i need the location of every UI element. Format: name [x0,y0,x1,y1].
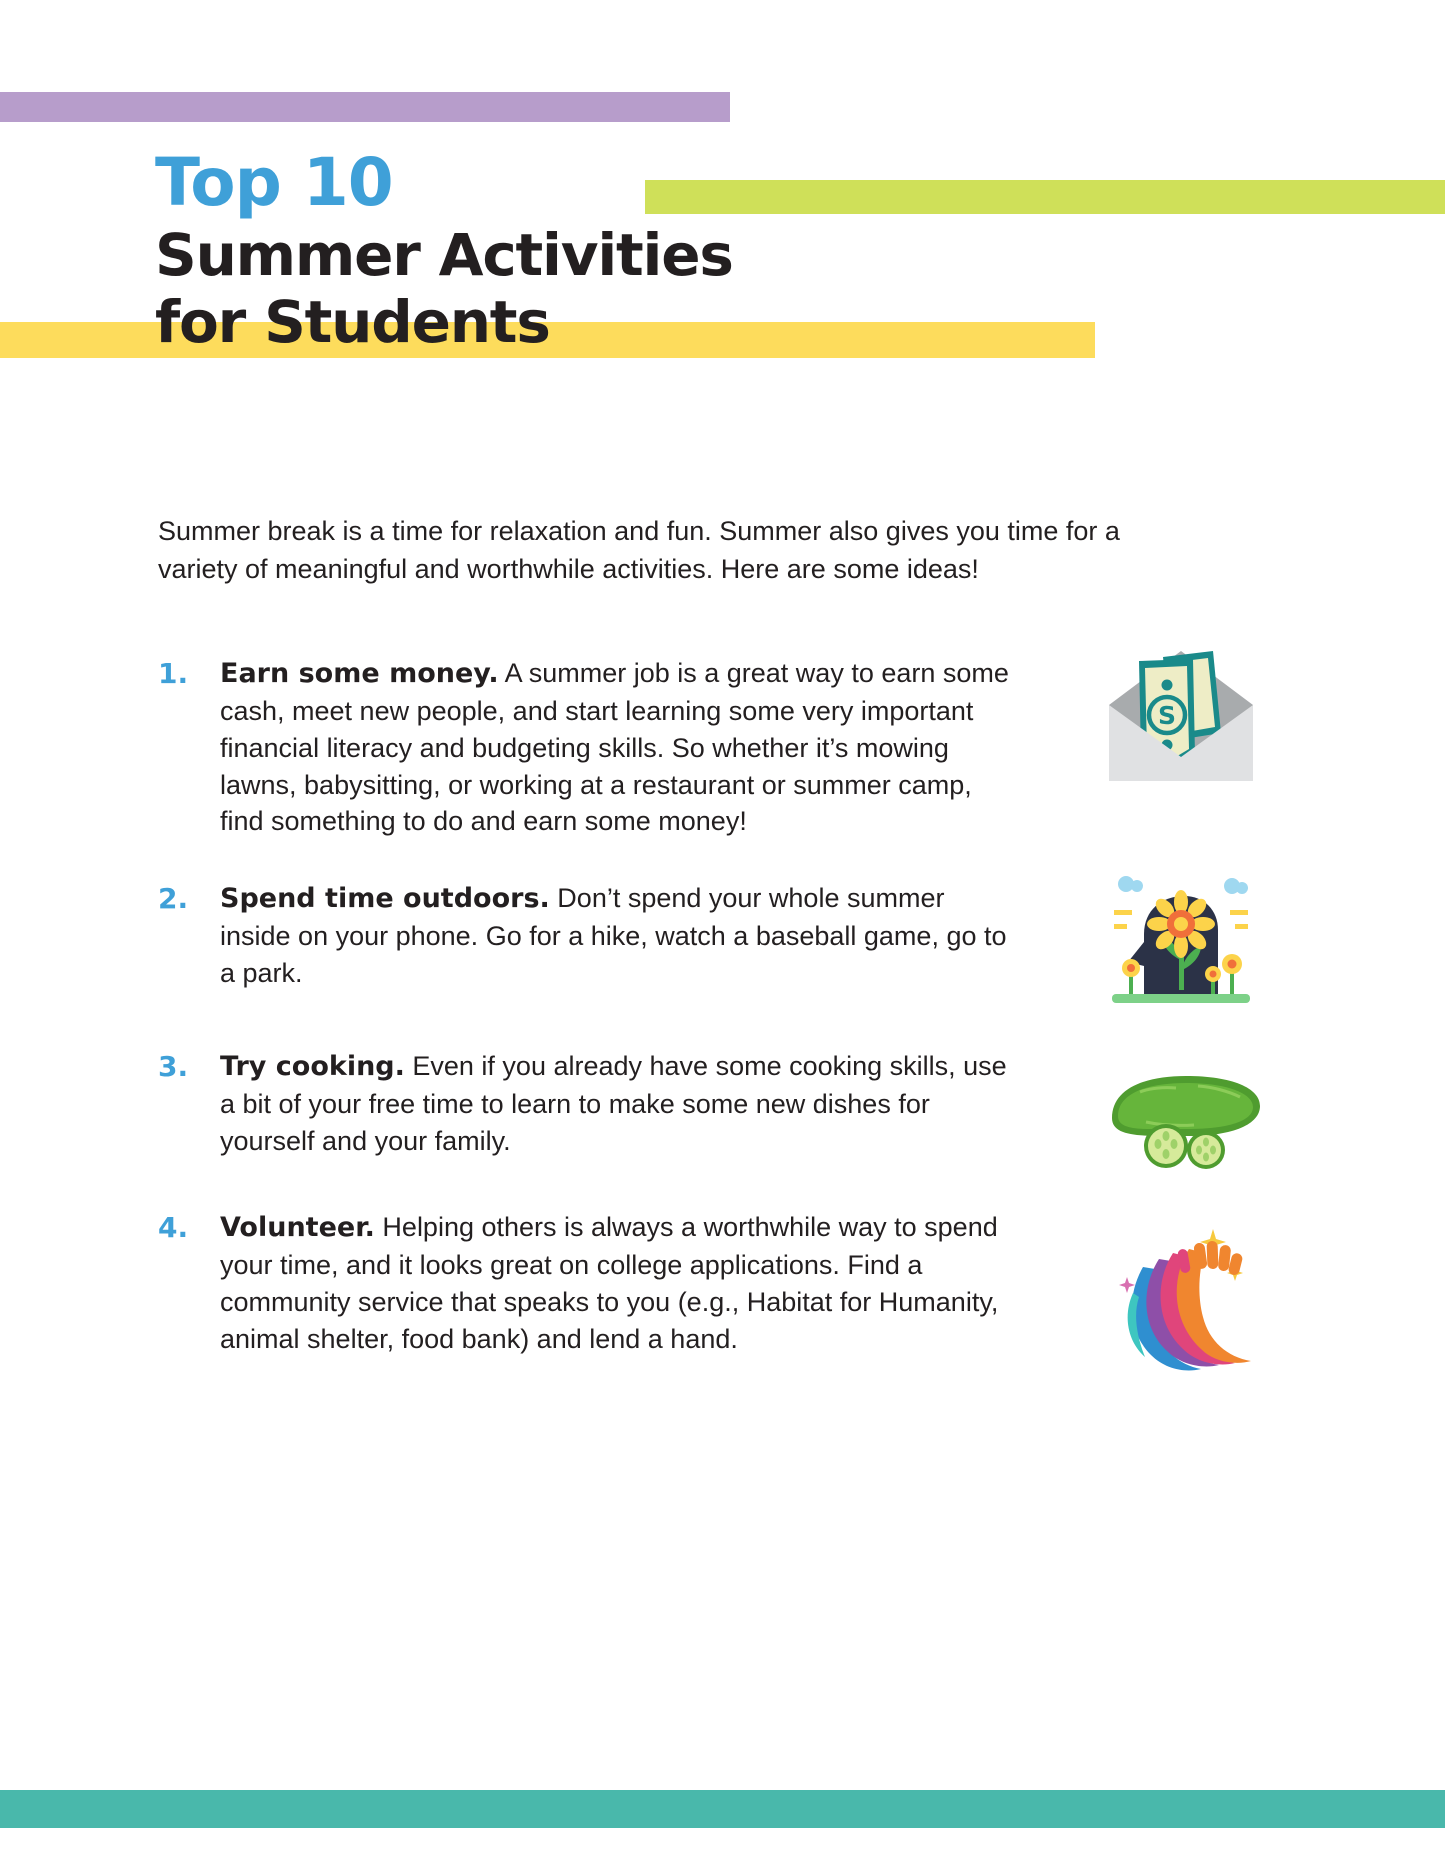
list-item [158,1209,1338,1384]
list-item-art [1010,870,1338,1010]
list-item-text: Even if you already have some cooking skills, use a bit of your free time to learn to make some new dishes for yourself and your family. [220,1051,1007,1156]
list-item-body [220,655,1010,840]
list-item-text: A summer job is a great way to earn some cash, meet new people, and start learning some very important financial literacy and budgeting skills. So whether it’s mowing lawns, babysitting, or working at a restaurant or summer camp, find something to do and earn some money! [220,658,1009,837]
list-item-lead: Spend time outdoors. [220,883,550,915]
helping-hands-icon [1109,1219,1254,1384]
page-title-line-1: Summer Activities [155,221,733,289]
head-with-flowers-icon [1106,870,1256,1010]
list-item-number: 1. [158,657,189,690]
list-item-body [220,1048,1010,1160]
list-item-lead: Earn some money. [220,658,499,689]
page-title-line-2: for Students [155,288,550,357]
list-item-lead: Volunteer. [220,1212,375,1244]
list-item-text: Helping others is always a worthwhile way to spend your time, and it looks great on college applications. Find a community service that speaks to you (e.g., Habitat for Humanity, animal shelter, food bank) and lend a hand. [220,1212,999,1354]
list-item-art [1010,1219,1338,1384]
list-item-number: 3. [158,1050,189,1084]
money-envelope-icon [1101,637,1261,787]
page-header [155,144,1255,357]
list-item-lead: Try cooking. [220,1051,405,1083]
list-item [158,1048,1338,1171]
list-item-text: Don’t spend your whole summer inside on your phone. Go for a hike, watch a baseball game, go to a park. [220,883,1007,988]
list-item [158,880,1338,1010]
activities-list [158,655,1338,1384]
list-item-body [220,880,1010,992]
list-item-number: 2. [158,882,189,916]
cucumber-icon [1094,1066,1269,1171]
svg-text:S: S [1157,701,1177,730]
decorative-bar-footer-teal [0,1790,1445,1828]
decorative-bar-purple [0,92,730,122]
list-item-art [1010,1066,1338,1171]
page-eyebrow: Top 10 [155,144,393,221]
list-item-body [220,1209,1010,1357]
intro-paragraph: Summer break is a time for relaxation and fun. Summer also gives you time for a variety of meaningful and worthwhile activities. Here are some ideas! [158,516,1120,585]
list-item [158,655,1338,840]
list-item-number: 4. [158,1211,189,1245]
list-item-art [1010,637,1338,787]
